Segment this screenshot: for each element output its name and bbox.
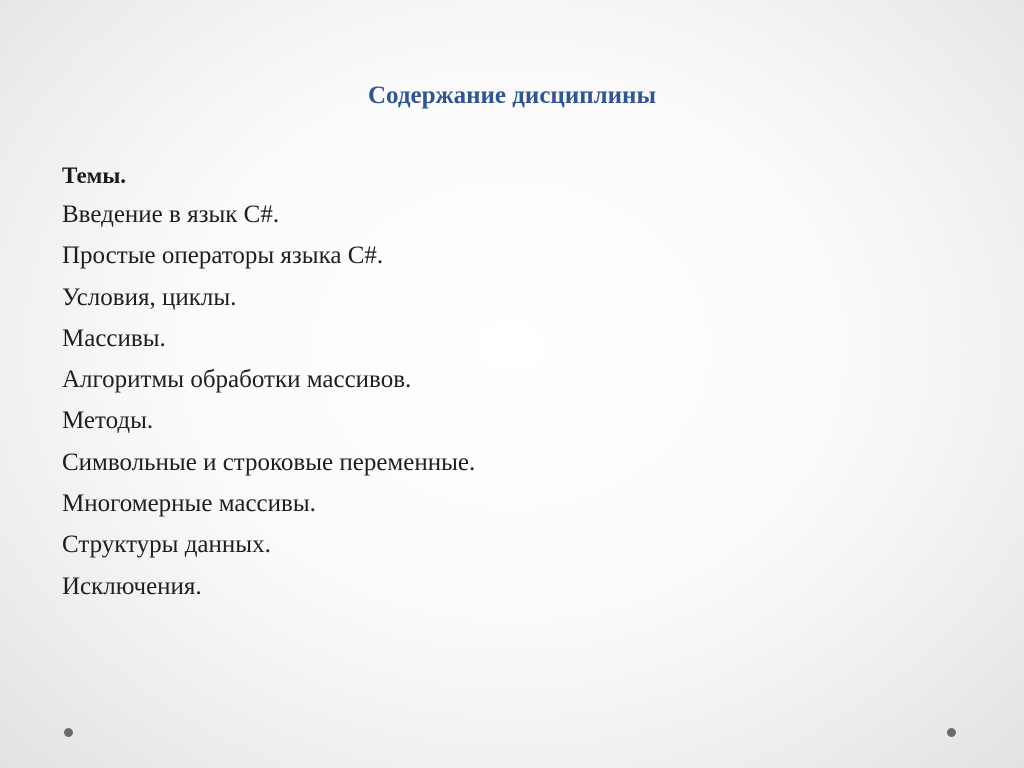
corner-dot-right-icon [947,728,956,737]
topic-item: Простые операторы языка C#. [62,242,384,270]
topic-item: Исключения. [62,572,202,600]
topic-item: Многомерные массивы. [62,490,316,518]
topic-list [62,194,962,607]
topic-item: Структуры данных. [62,531,271,559]
topic-item: Массивы. [62,324,166,352]
topic-item: Символьные и строковые переменные. [62,448,476,476]
topics-block [62,158,962,607]
topic-item: Алгоритмы обработки массивов. [62,366,412,394]
slide-title: Содержание дисциплины [368,82,656,109]
topics-heading: Темы. [62,163,127,188]
topic-item: Введение в язык C#. [62,201,280,228]
topic-item: Условия, циклы. [62,283,237,311]
corner-dot-left-icon [64,728,73,737]
topic-item: Методы. [62,407,154,435]
